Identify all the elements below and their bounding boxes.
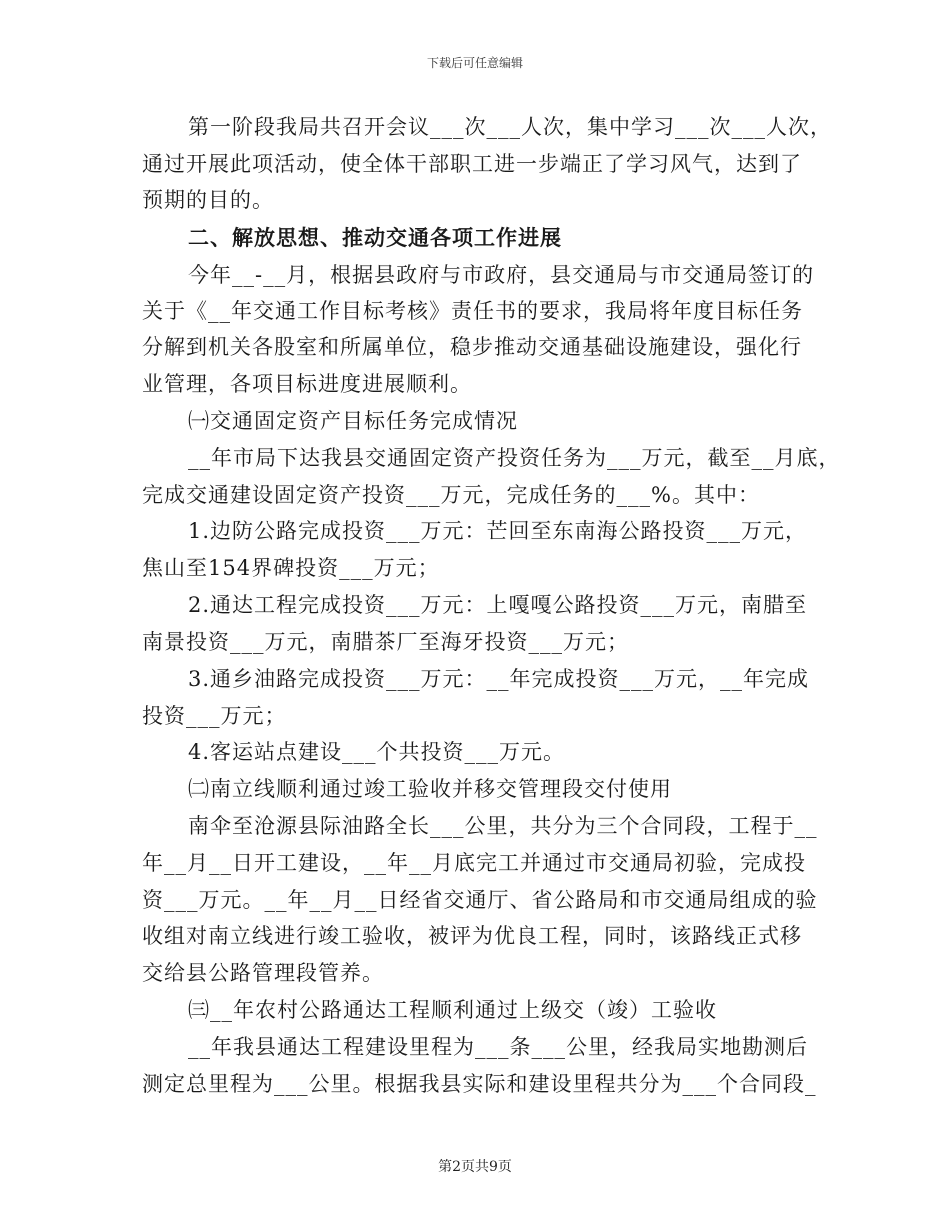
paragraph-line: 投资___万元；: [142, 704, 287, 728]
section-heading: 二、解放思想、推动交通各项工作进展: [188, 225, 562, 250]
paragraph-line: 第一阶段我局共召开会议___次___人次，集中学习___次___人次，: [188, 115, 832, 139]
list-item: 1.边防公路完成投资___万元：芒回至东南海公路投资___万元，: [188, 519, 808, 543]
subsection-heading: ㈡南立线顺利通过竣工验收并移交管理段交付使用: [188, 777, 672, 801]
paragraph-line: 业管理，各项目标进度进展顺利。: [142, 372, 472, 396]
paragraph-line: 预期的目的。: [142, 188, 274, 212]
paragraph-line: 关于《__年交通工作目标考核》责任书的要求，我局将年度目标任务: [142, 299, 803, 323]
paragraph-line: __年市局下达我县交通固定资产投资任务为___万元，截至__月底，: [188, 446, 841, 470]
paragraph-line: 南伞至沧源县际油路全长___公里，共分为三个合同段，工程于__: [188, 814, 818, 838]
paragraph-line: 焦山至154界碑投资___万元；: [142, 556, 440, 580]
paragraph-line: 分解到机关各股室和所属单位，稳步推动交通基础设施建设，强化行: [142, 335, 802, 359]
paragraph-line: 年__月__日开工建设，__年__月底完工并通过市交通局初验，完成投: [142, 851, 806, 875]
subsection-heading: ㈠交通固定资产目标任务完成情况: [188, 409, 518, 433]
subsection-heading: ㈢__年农村公路通达工程顺利通过上级交（竣）工验收: [188, 998, 717, 1022]
paragraph-line: 资___万元。__年__月__日经省交通厅、省公路局和市交通局组成的验: [142, 888, 818, 912]
list-item: 2.通达工程完成投资___万元：上嘎嘎公路投资___万元，南腊至: [188, 593, 808, 617]
page-header: 下载后可任意编辑: [426, 56, 523, 70]
paragraph-line: 完成交通建设固定资产投资___万元，完成任务的___%。其中：: [142, 483, 760, 507]
list-item: 4.客运站点建设___个共投资___万元。: [188, 740, 566, 764]
paragraph-line: 南景投资___万元，南腊茶厂至海牙投资___万元；: [142, 630, 629, 654]
paragraph-line: 交给县公路管理段管养。: [142, 961, 384, 985]
paragraph-line: 今年__-__月，根据县政府与市政府，县交通局与市交通局签订的: [188, 263, 815, 287]
list-item: 3.通乡油路完成投资___万元：__年完成投资___万元，__年完成: [188, 667, 810, 691]
paragraph-line: 通过开展此项活动，使全体干部职工进一步端正了学习风气，达到了: [142, 152, 802, 176]
paragraph-line: __年我县通达工程建设里程为___条___公里，经我局实地勘测后: [188, 1035, 808, 1059]
page-number: 第2页共9页: [438, 1159, 512, 1175]
paragraph-line: 收组对南立线进行竣工验收，被评为优良工程，同时，该路线正式移: [142, 924, 802, 948]
paragraph-line: 测定总里程为___公里。根据我县实际和建设里程共分为___个合同段_: [142, 1072, 817, 1096]
